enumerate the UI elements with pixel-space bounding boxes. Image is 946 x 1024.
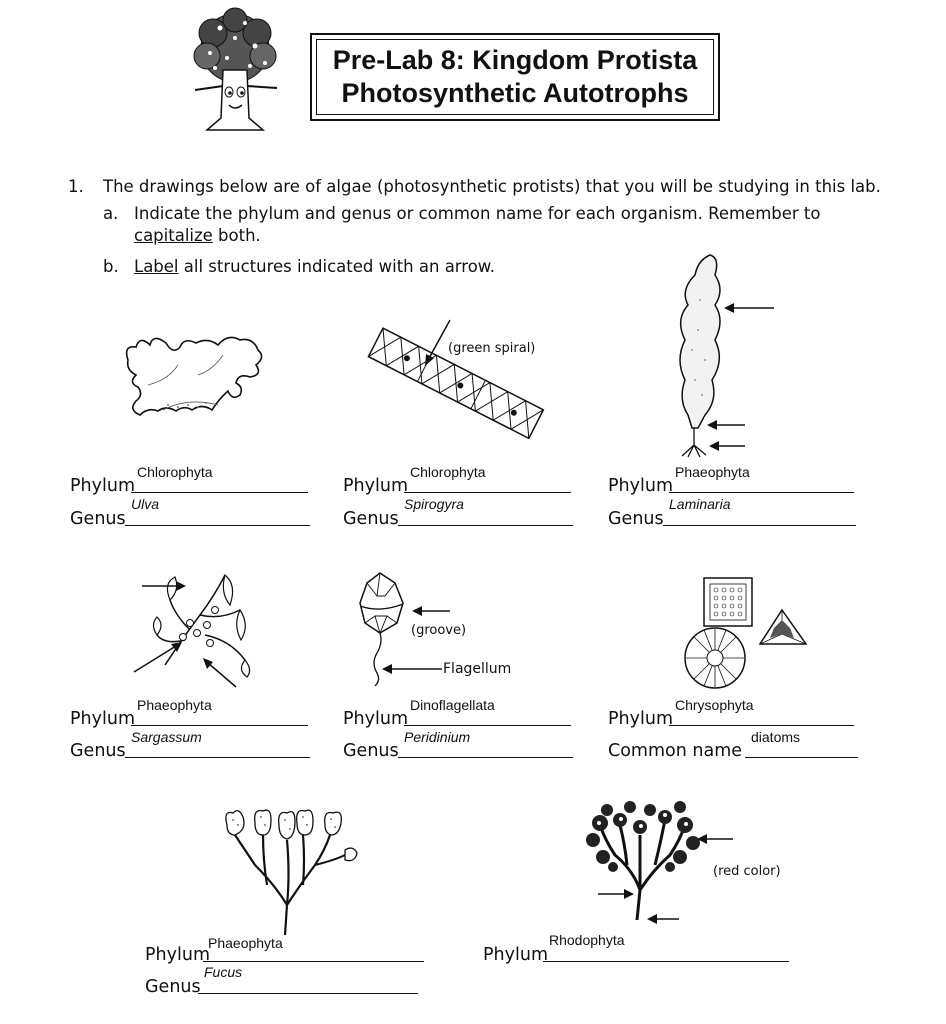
genus-label: Genus — [70, 741, 126, 761]
page-subtitle: Photosynthetic Autotrophs — [341, 78, 689, 108]
genus-line — [398, 757, 573, 758]
phylum-answer: Chlorophyta — [137, 464, 213, 480]
title-box — [310, 33, 720, 121]
tree-mascot-icon — [185, 8, 285, 133]
common-name-line — [745, 757, 858, 758]
phylum-answer: Phaeophyta — [137, 697, 212, 713]
phylum-answer: Chlorophyta — [410, 464, 486, 480]
page-title: Pre-Lab 8: Kingdom Protista — [332, 45, 698, 75]
arrow-red-branch — [695, 831, 735, 847]
sub-a-text-2: capitalize both. — [134, 226, 261, 245]
phylum-line — [543, 961, 789, 962]
genus-answer: Sargassum — [131, 729, 202, 745]
genus-label: Genus — [70, 509, 126, 529]
phylum-line — [669, 492, 854, 493]
arrow-laminaria-holdfast — [707, 438, 747, 454]
phylum-line — [669, 725, 854, 726]
groove-note: (groove) — [411, 623, 467, 638]
phylum-label: Phylum — [483, 945, 549, 965]
genus-line — [125, 525, 310, 526]
phylum-line — [404, 492, 571, 493]
arrow-red-stipe — [596, 886, 636, 902]
genus-answer: Ulva — [131, 496, 160, 512]
phylum-line — [203, 961, 424, 962]
fucus-drawing — [205, 805, 365, 940]
green-spiral-note: (green spiral) — [448, 341, 536, 356]
phylum-answer: Dinoflagellata — [410, 697, 495, 713]
genus-answer: Spirogyra — [404, 496, 464, 512]
arrow-laminaria-blade — [722, 300, 777, 316]
red-color-note: (red color) — [713, 864, 781, 879]
genus-label: Genus — [343, 509, 399, 529]
sub-a-marker: a. — [103, 204, 119, 223]
phylum-label: Phylum — [608, 476, 674, 496]
phylum-label: Phylum — [145, 945, 211, 965]
common-name-answer: diatoms — [751, 729, 801, 745]
phylum-label: Phylum — [343, 709, 409, 729]
flagellum-note: Flagellum — [443, 661, 512, 677]
phylum-label: Phylum — [70, 476, 136, 496]
arrow-sargassum-blade — [140, 578, 188, 594]
phylum-answer: Phaeophyta — [675, 464, 750, 480]
question-number: 1. — [68, 177, 84, 196]
arrow-sargassum-bladder — [132, 640, 187, 675]
phylum-line — [404, 725, 571, 726]
genus-line — [663, 525, 856, 526]
capitalize-word: capitalize — [134, 226, 213, 245]
phylum-label: Phylum — [70, 709, 136, 729]
label-word: Label — [134, 257, 179, 276]
phylum-line — [131, 725, 308, 726]
genus-line — [125, 757, 310, 758]
genus-label: Genus — [343, 741, 399, 761]
diatom-drawing — [682, 572, 812, 692]
ulva-drawing — [118, 325, 268, 425]
genus-label: Genus — [145, 977, 201, 997]
genus-answer: Peridinium — [404, 729, 471, 745]
phylum-answer: Rhodophyta — [549, 932, 625, 948]
genus-line — [398, 525, 573, 526]
arrow-red-holdfast — [645, 911, 681, 927]
genus-answer: Laminaria — [669, 496, 731, 512]
phylum-answer: Chrysophyta — [675, 697, 754, 713]
question-text: The drawings below are of algae (photosynthetic protists) that you will be studying in this lab. — [103, 177, 881, 196]
arrow-peridinium-flagellum — [380, 661, 445, 677]
arrow-peridinium-groove — [410, 603, 452, 619]
sub-b-marker: b. — [103, 257, 119, 276]
sub-b-text: Label all structures indicated with an arrow. — [134, 257, 496, 276]
genus-line — [198, 993, 418, 994]
arrow-sargassum-stipe — [200, 655, 240, 690]
phylum-label: Phylum — [343, 476, 409, 496]
common-name-label: Common name — [608, 741, 743, 761]
genus-answer: Fucus — [204, 964, 243, 980]
red-algae-drawing — [585, 795, 700, 925]
phylum-line — [131, 492, 308, 493]
genus-label: Genus — [608, 509, 664, 529]
arrow-laminaria-stipe — [705, 417, 747, 433]
phylum-label: Phylum — [608, 709, 674, 729]
sub-a-text: Indicate the phylum and genus or common name for each organism. Remember to — [134, 204, 821, 223]
phylum-answer: Phaeophyta — [208, 935, 283, 951]
